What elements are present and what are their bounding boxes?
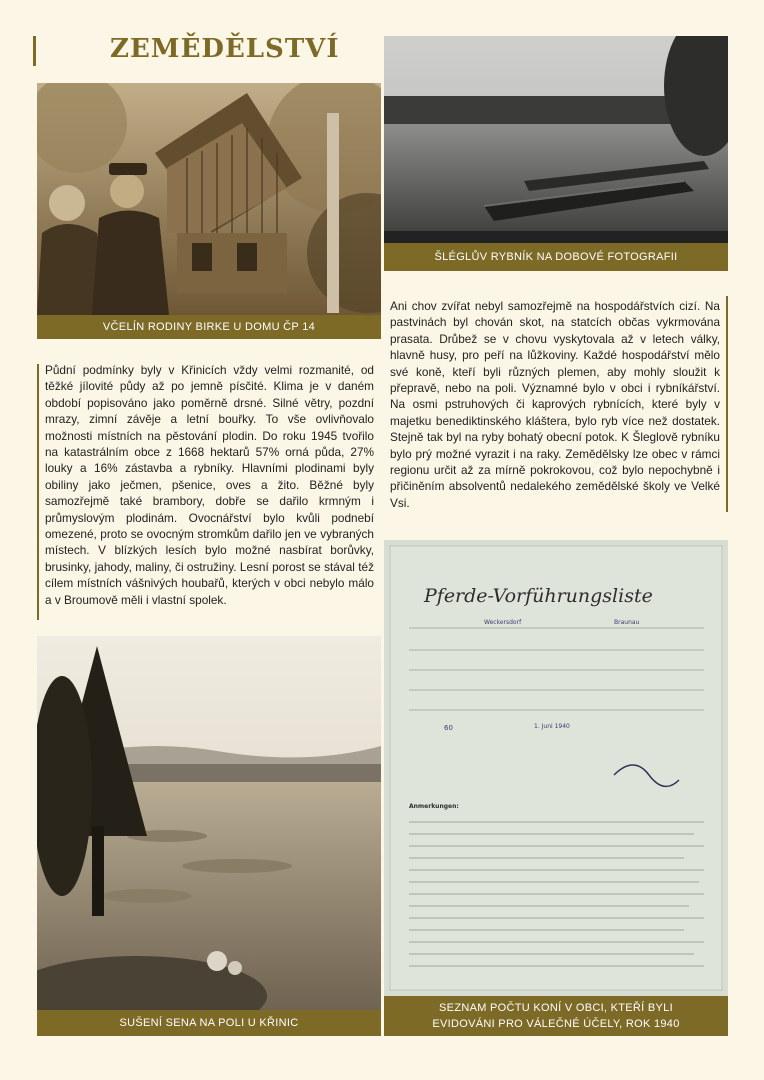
caption-horse-list-line1: SEZNAM POČTU KONÍ V OBCI, KTEŘÍ BYLI [439, 1001, 673, 1014]
caption-hay-field [37, 1010, 381, 1036]
text-left-paragraph: Půdní podmínky byly v Křinicích vždy velmi rozmanité, od těžké jílovité půdy až po jemně písčité. Klima je v daném období popisováno jako poměrně drsné. Silné větry, pozdní mrazy, zimní závěje a letní bouřky. To vše ovlivňovalo možnosti místních na pěstování plodin. Do roku 1945 tvořilo na katastrálním obce z 1668 hektarů 57% orná půda, 27% louky a 16% zástavba a rybníky. Hlavními plodinami byly obiliny jako ječmen, pšenice, oves a žito. Běžné byly samozřejmě také brambory, dobře se dařilo krmným i průmyslovým plodinám. Ovocnářství bylo kvůli podnebí omezené, proto se ovocným stromkům dařilo jen ve vybraných místech. V blízkých lesích bylo možné nasbírat borůvky, brusinky, jahody, maliny, či ostružiny. Lesní porost se stával též cílem místních vášnivých houbařů, kterých v obci nebylo málo a v Broumově měli i vlastní spolek. [45, 363, 374, 607]
caption-hay-field-text: SUŠENÍ SENA NA POLI U KŘINIC [119, 1016, 299, 1029]
document-district: Braunau [614, 619, 640, 626]
document-heading: Pferde-Vorführungsliste [424, 585, 653, 607]
caption-horse-list [384, 996, 728, 1036]
text-right-accent-bar [726, 296, 728, 512]
document-image [384, 540, 728, 996]
document-date: 1. Juni 1940 [534, 723, 570, 730]
page-title: ZEMĚDĚLSTVÍ [110, 34, 340, 64]
photo-hay-field [37, 636, 381, 1010]
title-accent-bar [33, 36, 36, 66]
caption-pond [384, 243, 728, 271]
hay-field-image [37, 636, 381, 1010]
caption-bee-house-text: VČELÍN RODINY BIRKE U DOMU ČP 14 [102, 320, 316, 333]
text-right [390, 298, 720, 511]
photo-pond [384, 36, 728, 243]
pond-image [384, 36, 728, 243]
document-section: Anmerkungen: [409, 803, 459, 810]
text-left [45, 362, 374, 608]
caption-horse-list-line2: EVIDOVÁNI PRO VÁLEČNÉ ÚČELY, ROK 1940 [432, 1018, 680, 1030]
photo-horse-list-document [384, 540, 728, 996]
text-left-accent-bar [37, 364, 39, 620]
bee-house-image [37, 83, 381, 315]
document-count: 60 [444, 724, 453, 732]
caption-pond-text: ŠLÉGLŮV RYBNÍK NA DOBOVÉ FOTOGRAFII [434, 250, 678, 263]
text-right-paragraph: Ani chov zvířat nebyl samozřejmě na hospodářstvích cizí. Na pastvinách byl chován skot, na statcích občas vykrmována prasata. Drůbež se v chovu vyskytovala až v letech války, hlavně husy, pro peří na lůžkoviny. Každé hospodářství mělo své koně, kteří byli různých plemen, aby mohly sloužit k přepravě, nebo na poli. Významné bylo v obci i rybníkářství. Na osmi pstruhových či kaprových rybnících, které byly v majetku benediktinského kláštera, bylo ryb více než dostatek. Stejně tak byl na ryby bohatý obecní potok. K Šleglově rybníku bylo prý možné vyrazit i na raky. Zemědělsky lze obec v rámci regionu určit až za mírně pokrokovou, což bylo nepochybně i přičiněním absolventů nedalekého zemědělské školy ve Velké Vsi. [390, 299, 720, 510]
photo-bee-house [37, 83, 381, 315]
caption-bee-house [37, 315, 381, 339]
document-village: Weckersdorf [484, 619, 522, 626]
